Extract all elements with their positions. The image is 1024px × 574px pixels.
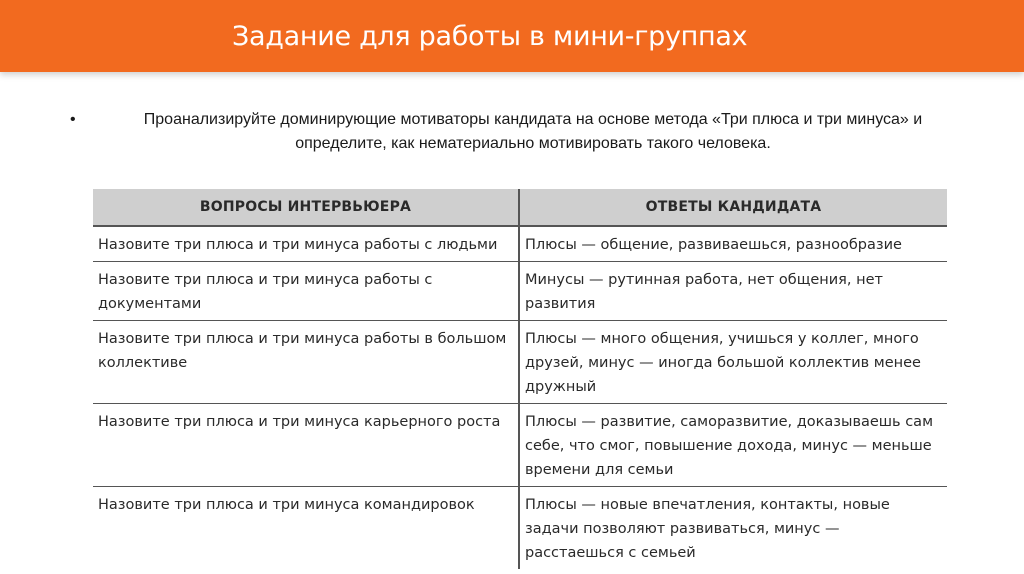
table-row	[93, 226, 947, 262]
task-text: Проанализируйте доминирующие мотиваторы кандидата на основе метода «Три плюса и три минуса» и определите, как нематериально мотивировать такого человека.	[143, 111, 923, 152]
question-cell: Назовите три плюса и три минуса работы с документами	[93, 262, 519, 321]
title-bar	[0, 0, 1024, 72]
table-row	[93, 262, 947, 321]
header-questions: ВОПРОСЫ ИНТЕРВЬЮЕРА	[93, 189, 519, 226]
header-answers: ОТВЕТЫ КАНДИДАТА	[519, 189, 947, 226]
question-cell: Назовите три плюса и три минуса работы с людьми	[93, 226, 519, 262]
question-cell: Назовите три плюса и три минуса работы в большом коллективе	[93, 321, 519, 404]
answer-cell: Плюсы — новые впечатления, контакты, новые задачи позволяют развиваться, минус — расстаешься с семьей	[525, 497, 890, 561]
task-paragraph	[70, 108, 970, 156]
question-cell: Назовите три плюса и три минуса карьерного роста	[93, 404, 519, 487]
answer-cell: Плюсы — развитие, саморазвитие, доказываешь сам себе, что смог, повышение дохода, минус — меньше времени для семьи	[519, 404, 947, 487]
table-row	[93, 487, 947, 570]
table-header-row	[93, 189, 947, 226]
question-cell: Назовите три плюса и три минуса командировок	[93, 487, 519, 570]
bullet-icon: •	[70, 111, 76, 128]
slide-title: Задание для работы в мини-группах	[232, 21, 748, 52]
table-row	[93, 321, 947, 404]
answer-cell: Плюсы — общение, развиваешься, разнообразие	[519, 226, 947, 262]
answer-cell: Плюсы — много общения, учишься у коллег, много друзей, минус — иногда большой коллектив менее дружный	[519, 321, 947, 404]
answer-cell: Минусы — рутинная работа, нет общения, нет развития	[519, 262, 947, 321]
interview-table	[93, 189, 947, 569]
table-row	[93, 404, 947, 487]
